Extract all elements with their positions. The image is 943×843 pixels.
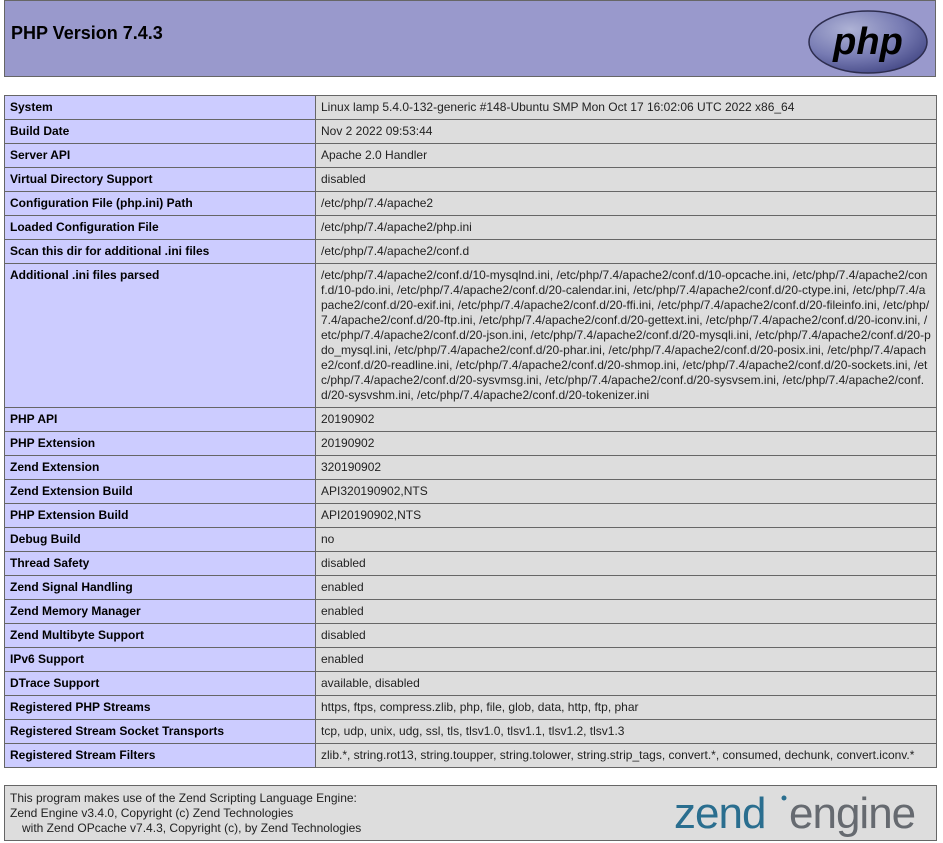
table-row [5, 144, 937, 168]
zend-footer [4, 785, 937, 841]
table-row [5, 624, 937, 648]
row-key: Debug Build [5, 528, 316, 552]
row-key: Additional .ini files parsed [5, 264, 316, 408]
row-key: PHP Extension Build [5, 504, 316, 528]
table-row [5, 408, 937, 432]
row-key: Scan this dir for additional .ini files [5, 240, 316, 264]
row-key: Server API [5, 144, 316, 168]
table-row [5, 672, 937, 696]
row-key: PHP Extension [5, 432, 316, 456]
row-key: Registered Stream Socket Transports [5, 720, 316, 744]
row-value: /etc/php/7.4/apache2 [316, 192, 937, 216]
table-row [5, 456, 937, 480]
row-key: Zend Extension [5, 456, 316, 480]
row-key: Configuration File (php.ini) Path [5, 192, 316, 216]
php-logo-icon [807, 9, 929, 75]
table-row [5, 504, 937, 528]
zend-engine-logo-icon [674, 788, 932, 838]
footer-line-2: Zend Engine v3.4.0, Copyright (c) Zend Technologies [10, 806, 294, 820]
row-key: Zend Extension Build [5, 480, 316, 504]
row-value: enabled [316, 600, 937, 624]
row-value: enabled [316, 576, 937, 600]
row-key: DTrace Support [5, 672, 316, 696]
row-value: Apache 2.0 Handler [316, 144, 937, 168]
row-value: API20190902,NTS [316, 504, 937, 528]
row-key: Loaded Configuration File [5, 216, 316, 240]
php-logo-text: php [833, 21, 903, 63]
table-row [5, 120, 937, 144]
row-key: Zend Signal Handling [5, 576, 316, 600]
table-row [5, 576, 937, 600]
row-value: API320190902,NTS [316, 480, 937, 504]
table-row [5, 96, 937, 120]
footer-text [10, 791, 361, 836]
row-value: 20190902 [316, 408, 937, 432]
table-row [5, 744, 937, 768]
page-title: PHP Version 7.4.3 [11, 23, 163, 43]
row-value: 320190902 [316, 456, 937, 480]
table-row [5, 192, 937, 216]
row-value: https, ftps, compress.zlib, php, file, glob, data, http, ftp, phar [316, 696, 937, 720]
table-row [5, 696, 937, 720]
info-table-body [5, 96, 937, 768]
row-value: /etc/php/7.4/apache2/conf.d [316, 240, 937, 264]
row-value: zlib.*, string.rot13, string.toupper, string.tolower, string.strip_tags, convert.*, consumed, dechunk, convert.iconv.* [316, 744, 937, 768]
footer-line-3: with Zend OPcache v7.4.3, Copyright (c), by Zend Technologies [22, 821, 362, 835]
row-key: Registered PHP Streams [5, 696, 316, 720]
table-row [5, 216, 937, 240]
row-value: Linux lamp 5.4.0-132-generic #148-Ubuntu SMP Mon Oct 17 16:02:06 UTC 2022 x86_64 [316, 96, 937, 120]
row-key: Build Date [5, 120, 316, 144]
row-key: Thread Safety [5, 552, 316, 576]
row-value: 20190902 [316, 432, 937, 456]
table-row [5, 528, 937, 552]
row-value: /etc/php/7.4/apache2/conf.d/10-mysqlnd.ini, /etc/php/7.4/apache2/conf.d/10-opcache.ini, /etc/php/7.4/apache2/conf.d/10-pdo.ini, /etc/php/7.4/apache2/conf.d/20-calendar.ini, /etc/php/7.4/apache2/conf.d/20-ctype.ini, /etc/php/7.4/apache2/conf.d/20-exif.ini, /etc/php/7.4/apache2/conf.d/20-ffi.ini, /etc/php/7.4/apache2/conf.d/20-fileinfo.ini, /etc/php/7.4/apache2/conf.d/20-ftp.ini, /etc/php/7.4/apache2/conf.d/20-gettext.ini, /etc/php/7.4/apache2/conf.d/20-iconv.ini, /etc/php/7.4/apache2/conf.d/20-json.ini, /etc/php/7.4/apache2/conf.d/20-mysqli.ini, /etc/php/7.4/apache2/conf.d/20-pdo_mysql.ini, /etc/php/7.4/apache2/conf.d/20-phar.ini, /etc/php/7.4/apache2/conf.d/20-posix.ini, /etc/php/7.4/apache2/conf.d/20-readline.ini, /etc/php/7.4/apache2/conf.d/20-shmop.ini, /etc/php/7.4/apache2/conf.d/20-sockets.ini, /etc/php/7.4/apache2/conf.d/20-sysvmsg.ini, /etc/php/7.4/apache2/conf.d/20-sysvsem.ini, /etc/php/7.4/apache2/conf.d/20-sysvshm.ini, /etc/php/7.4/apache2/conf.d/20-tokenizer.ini [316, 264, 937, 408]
table-row [5, 480, 937, 504]
row-key: Virtual Directory Support [5, 168, 316, 192]
table-row [5, 432, 937, 456]
row-value: disabled [316, 552, 937, 576]
row-value: tcp, udp, unix, udg, ssl, tls, tlsv1.0, tlsv1.1, tlsv1.2, tlsv1.3 [316, 720, 937, 744]
row-value: no [316, 528, 937, 552]
table-row [5, 720, 937, 744]
row-value: disabled [316, 624, 937, 648]
table-row [5, 168, 937, 192]
row-value: enabled [316, 648, 937, 672]
info-table [4, 95, 937, 768]
row-value: Nov 2 2022 09:53:44 [316, 120, 937, 144]
row-value: disabled [316, 168, 937, 192]
zend-logo-text: zend [674, 789, 766, 838]
row-value: /etc/php/7.4/apache2/php.ini [316, 216, 937, 240]
row-key: System [5, 96, 316, 120]
row-key: IPv6 Support [5, 648, 316, 672]
row-key: Registered Stream Filters [5, 744, 316, 768]
table-row [5, 552, 937, 576]
zend-logo-mark [782, 796, 787, 801]
row-value: available, disabled [316, 672, 937, 696]
footer-line-1: This program makes use of the Zend Scripting Language Engine: [10, 791, 357, 805]
engine-logo-text: engine [789, 789, 916, 838]
row-key: Zend Memory Manager [5, 600, 316, 624]
table-row [5, 264, 937, 408]
row-key: PHP API [5, 408, 316, 432]
table-row [5, 648, 937, 672]
table-row [5, 600, 937, 624]
row-key: Zend Multibyte Support [5, 624, 316, 648]
page-header [4, 0, 936, 77]
table-row [5, 240, 937, 264]
